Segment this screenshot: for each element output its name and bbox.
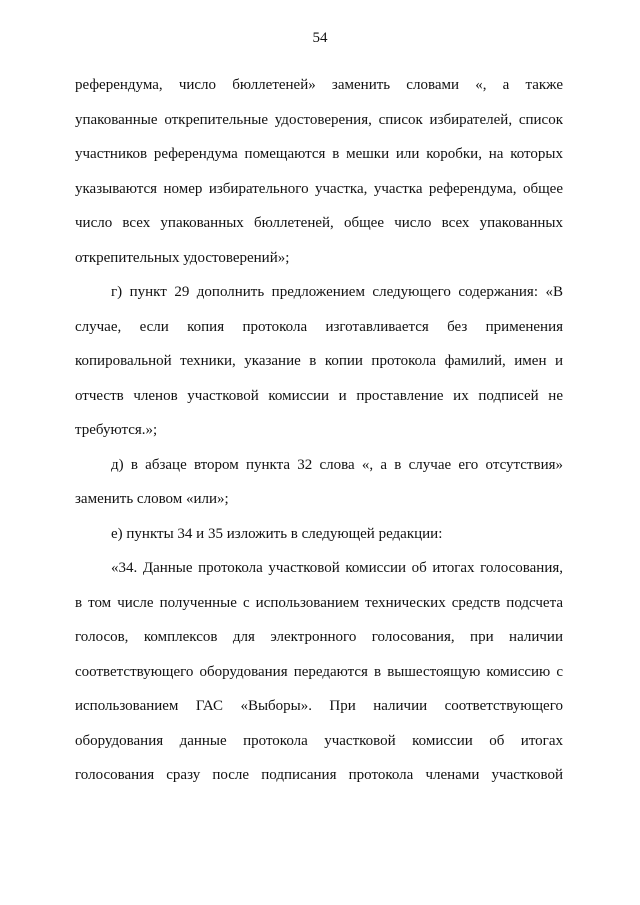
text-line: д) в абзаце втором пункта 32 слова «, а в случае его отсутствия»	[111, 456, 563, 473]
text-line: «34. Данные протокола участковой комиссии об итогах голосования,	[111, 560, 563, 576]
text-line: случае, если копия протокола изготавливается без применения	[75, 318, 563, 335]
text-line: соответствующего оборудования передаются в вышестоящую комиссию с	[75, 663, 563, 680]
text-line: в том числе полученные с использованием технических средств подсчета	[75, 594, 563, 611]
text-line: г) пункт 29 дополнить предложением следующего содержания: «В	[111, 284, 563, 300]
text-line: голосов, комплексов для электронного голосования, при наличии	[75, 629, 563, 645]
text-line: указываются номер избирательного участка, участка референдума, общее	[75, 180, 563, 197]
text-line: число всех упакованных бюллетеней, общее число всех упакованных	[75, 215, 563, 231]
text-line: референдума, число бюллетеней» заменить словами «, а также	[75, 77, 563, 93]
text-line: оборудования данные протокола участковой комиссии об итогах	[75, 732, 563, 749]
document-body	[75, 68, 563, 793]
text-line: требуются.»;	[75, 422, 158, 438]
text-line: участников референдума помещаются в мешки или коробки, на которых	[75, 146, 563, 162]
text-line: голосования сразу после подписания протокола членами участковой	[75, 767, 563, 783]
page-number: 54	[312, 30, 328, 46]
text-line: открепительных удостоверений»;	[75, 249, 290, 266]
text-line: заменить словом «или»;	[75, 491, 229, 507]
text-line: е) пункты 34 и 35 изложить в следующей редакции:	[111, 525, 443, 542]
text-line: копировальной техники, указание в копии протокола фамилий, имен и	[75, 353, 563, 369]
text-line: отчеств членов участковой комиссии и проставление их подписей не	[75, 387, 563, 404]
text-line: использованием ГАС «Выборы». При наличии соответствующего	[75, 698, 563, 714]
text-line: упакованные открепительные удостоверения, список избирателей, список	[75, 111, 563, 128]
